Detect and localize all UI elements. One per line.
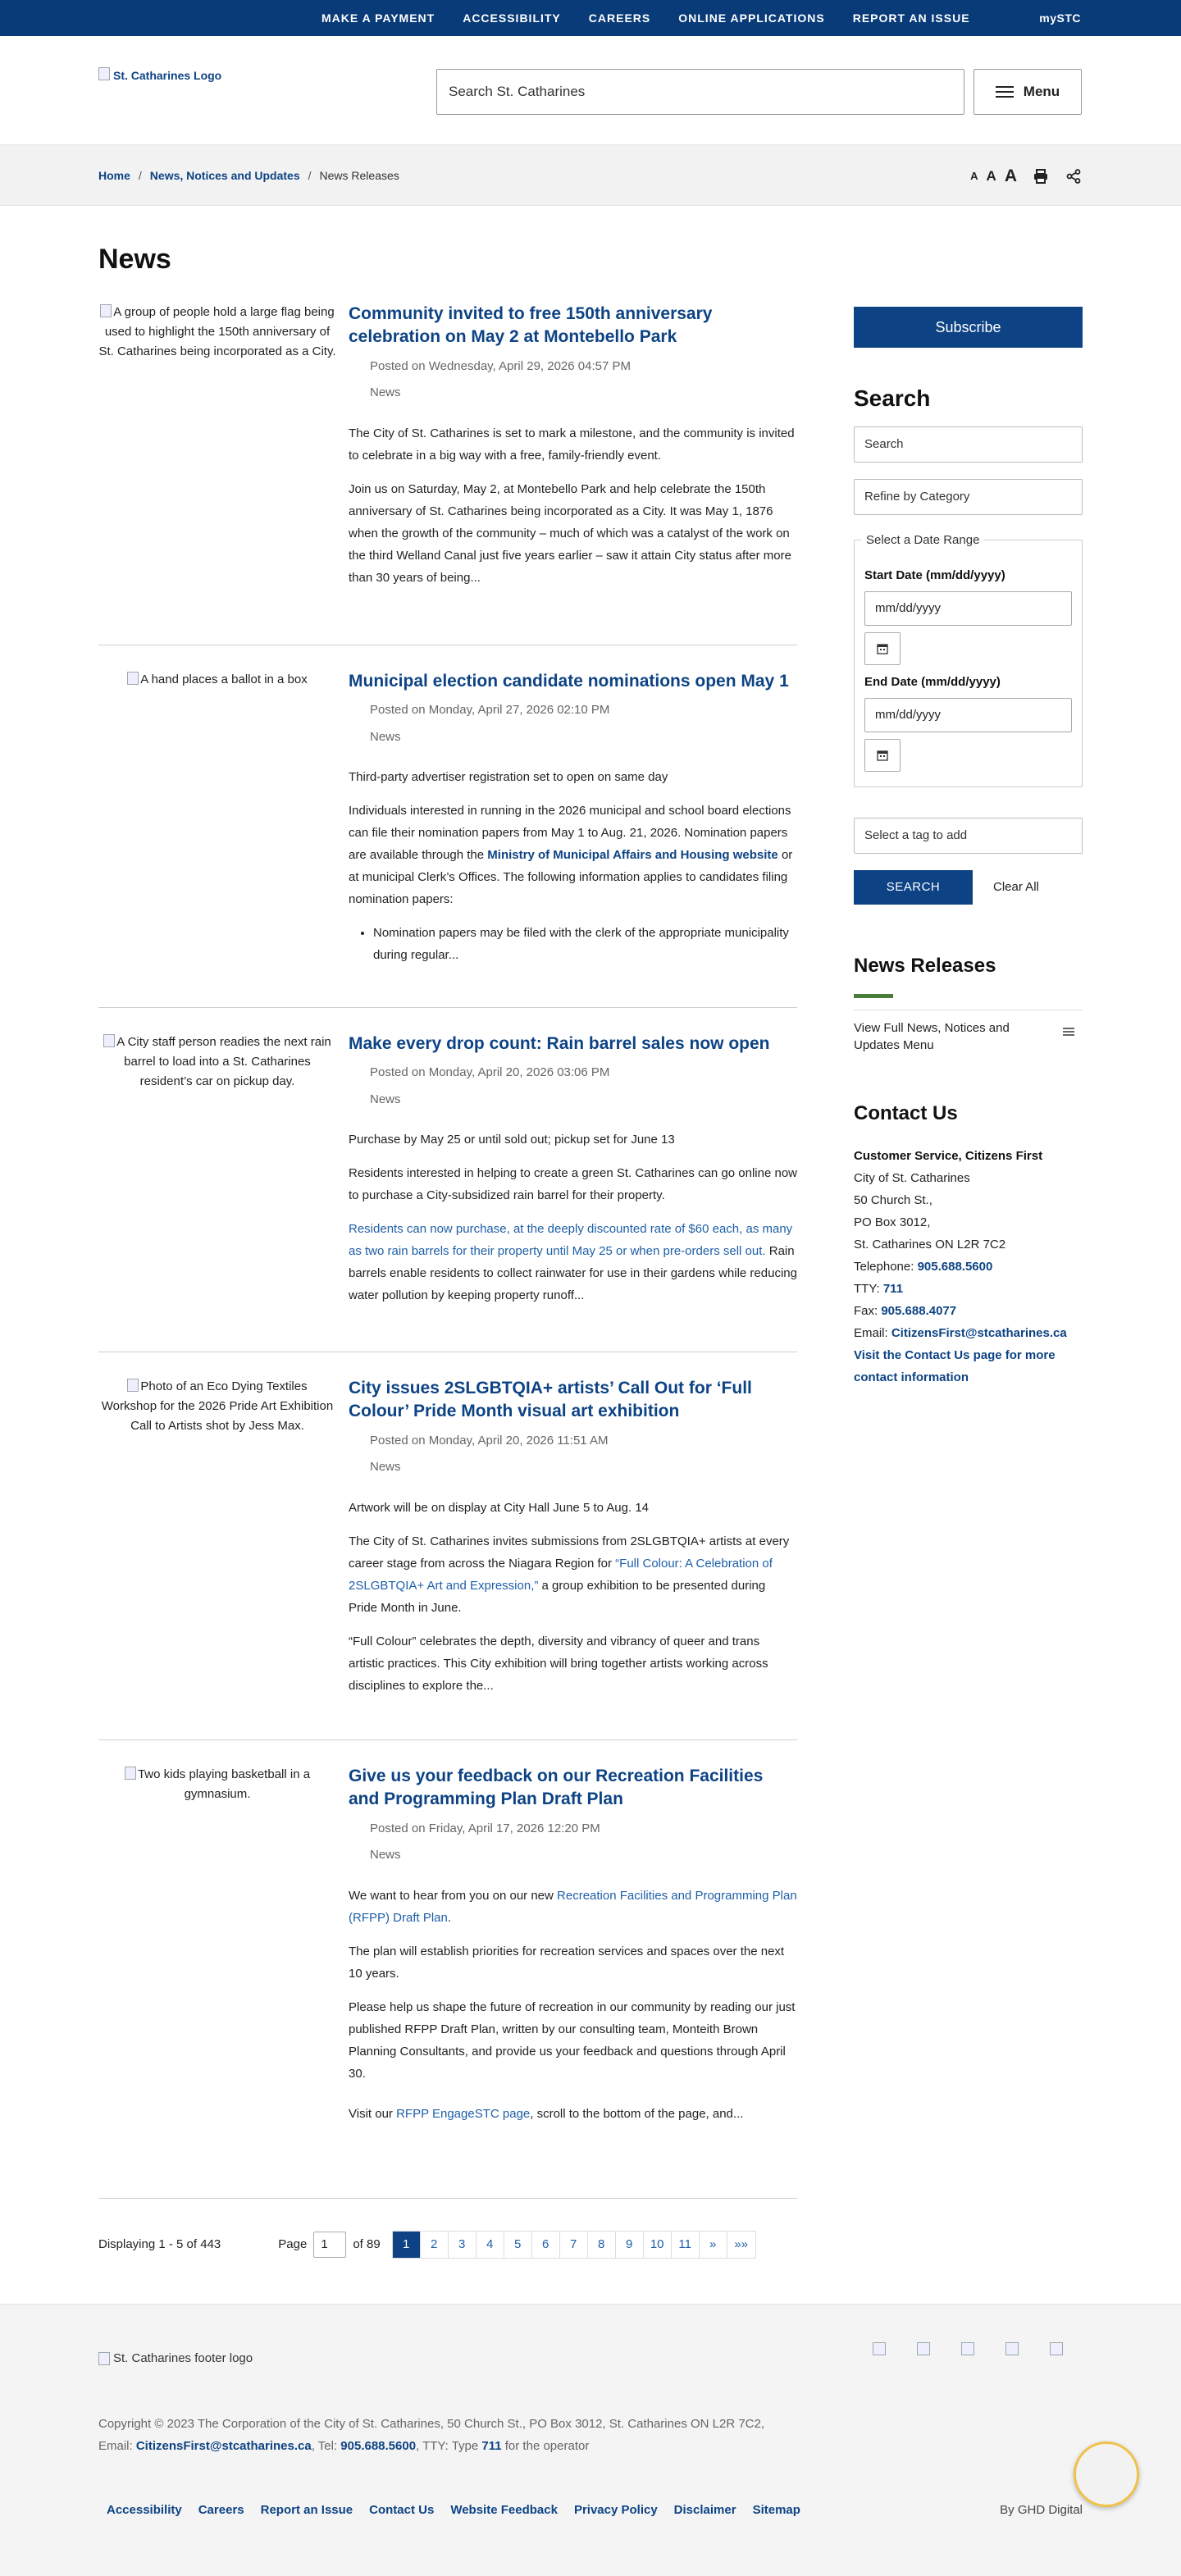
summary-text: Rain barrels enable residents to collect rainwater for use in their gardens while reducing water pollution by keeping property runoff... <box>349 1244 797 1303</box>
news-meta <box>349 1064 797 1109</box>
engagestc-link[interactable]: RFPP EngageSTC page <box>396 2106 531 2121</box>
broken-image-icon <box>98 2352 110 2365</box>
calendar-icon[interactable] <box>864 739 901 772</box>
chat-widget-button[interactable] <box>1074 2442 1139 2507</box>
utility-links <box>321 0 970 36</box>
broken-image-icon <box>103 1034 115 1047</box>
summary-paragraph <box>349 1218 797 1306</box>
footer-email-label: Email: <box>98 2439 136 2453</box>
page-link[interactable]: 10 <box>644 2232 672 2258</box>
mystc-link[interactable]: mySTC <box>1039 11 1081 25</box>
page-link[interactable]: 11 <box>672 2232 700 2258</box>
news-image[interactable] <box>98 1765 336 1804</box>
utility-bar <box>0 0 1181 36</box>
summary-paragraph <box>349 1885 797 1929</box>
divider <box>98 1739 797 1740</box>
summary-paragraph: “Full Colour” celebrates the depth, diversity and vibrancy of queer and trans artistic practices. This City exhibition will bring together artists working across disciplines to explore the... <box>349 1634 768 1693</box>
results-count: Displaying 1 - 5 of 443 <box>98 2236 221 2251</box>
end-date-label: End Date (mm/dd/yyyy) <box>864 675 1001 689</box>
rfpp-draft-link[interactable]: Recreation Facilities and Programming Plan (RFPP) Draft Plan <box>349 1888 797 1925</box>
summary-paragraph: The plan will establish priorities for recreation services and spaces over the next 10 years. <box>349 1944 785 1981</box>
tty-link[interactable]: 711 <box>882 1282 904 1296</box>
page-link[interactable]: 3 <box>449 2232 477 2258</box>
last-page-link[interactable]: »» <box>734 2236 749 2251</box>
ghd-credit[interactable]: By GHD Digital <box>1000 2503 1083 2517</box>
news-meta <box>349 701 797 746</box>
contact-address: St. Catharines ON L2R 7C2 <box>854 1238 1006 1252</box>
page-link[interactable]: 8 <box>588 2232 616 2258</box>
posted-date: Posted on Friday, April 17, 2026 12:20 PM <box>370 1821 600 1835</box>
summary-list <box>349 922 797 966</box>
list-item: • Nomination papers may be filed with the clerk of the appropriate municipality during regular... <box>373 922 797 966</box>
contact-page-link[interactable]: Visit the Contact Us page for more contact information <box>854 1348 1056 1384</box>
footer-link-report-issue[interactable]: Report an Issue <box>260 2503 353 2517</box>
posted-date: Posted on Monday, April 27, 2026 02:10 PM <box>370 703 610 718</box>
text-size-medium[interactable]: A <box>986 167 996 184</box>
full-colour-link[interactable]: “Full Colour: A Celebration of 2SLGBTQIA+ Art and Expression,” <box>349 1556 773 1593</box>
summary-paragraph: Join us on Saturday, May 2, at Montebello Park and help celebrate the 150th anniversary of St. Catharines being incorporated as a City. It was May 1, 1876 when the growth of the community – much of which was a catalyst of the work on the third Welland Canal just five years earlier – saw it attain City status after more than 30 years of being... <box>349 481 791 585</box>
page-link-current[interactable]: 1 <box>393 2232 421 2258</box>
summary-text: , scroll to the bottom of the page, and... <box>530 2106 744 2121</box>
page-link[interactable]: 9 <box>616 2232 644 2258</box>
summary-paragraph: Residents interested in helping to create a green St. Catharines can go online now to purchase a City-subsidized rain barrel for their property. <box>349 1166 798 1203</box>
broken-image-icon <box>125 1767 136 1780</box>
hamburger-icon <box>996 86 1014 98</box>
text-size-small[interactable]: A <box>970 169 978 182</box>
page-link[interactable]: 5 <box>504 2232 532 2258</box>
site-footer <box>0 2304 1181 2576</box>
contact-address: 50 Church St., <box>854 1193 932 1207</box>
fax-link[interactable]: 905.688.4077 <box>881 1304 957 1318</box>
news-category: News <box>370 385 401 400</box>
email-label: Email: <box>854 1326 891 1340</box>
contact-address: City of St. Catharines <box>854 1171 970 1185</box>
copyright-line: Copyright © 2023 The Corporation of the City of St. Catharines, 50 Church St., PO Box 3012, St. Catharines ON L2R 7C2, <box>98 2417 765 2431</box>
news-summary <box>349 1885 797 2125</box>
news-category: News <box>370 1460 401 1475</box>
page-link[interactable]: 6 <box>532 2232 560 2258</box>
email-link[interactable]: CitizensFirst@stcatharines.ca <box>891 1326 1067 1340</box>
broken-image-icon <box>127 672 139 685</box>
main-content <box>0 206 1181 2318</box>
contact-address: PO Box 3012, <box>854 1215 931 1229</box>
news-title-link[interactable]: Community invited to free 150th anniversary celebration on May 2 at Montebello Park <box>349 304 713 347</box>
search-button[interactable]: SEARCH <box>854 870 973 905</box>
social-icon[interactable] <box>917 2342 930 2355</box>
news-body <box>349 670 797 966</box>
ministry-link[interactable]: Ministry of Municipal Affairs and Housing website <box>487 848 778 863</box>
breadcrumb-current: News Releases <box>319 169 399 182</box>
text-size-large[interactable]: A <box>1004 166 1017 185</box>
summary-text: Individuals interested in running in the 2026 municipal and school board elections can file their nomination papers from May 1 to Aug. 21, 2026. Nomination papers are available through the <box>349 804 791 863</box>
summary-text: We want to hear from you on our new <box>349 1888 558 1903</box>
social-icon[interactable] <box>961 2342 974 2355</box>
rain-barrel-link[interactable]: Residents can now purchase, at the deeply discounted rate of $60 each, as many as two rain barrels for their property until May 25 or when pre-orders sell out. <box>349 1222 793 1259</box>
page-label: Page <box>278 2236 308 2251</box>
page-link[interactable]: 7 <box>560 2232 588 2258</box>
report-issue-link[interactable]: REPORT AN ISSUE <box>852 11 970 25</box>
page-jump <box>278 2232 380 2258</box>
news-menu-link[interactable] <box>854 1019 1083 1054</box>
news-category: News <box>370 1848 401 1862</box>
footer-link-privacy[interactable]: Privacy Policy <box>573 2503 658 2517</box>
copyright <box>98 2413 919 2457</box>
social-links <box>873 2342 1063 2355</box>
contact-info <box>854 1145 1083 1388</box>
footer-link-careers[interactable]: Careers <box>198 2503 244 2517</box>
breadcrumb-news-notices[interactable]: News, Notices and Updates <box>149 169 300 182</box>
breadcrumb-separator: / <box>138 169 142 182</box>
news-title-link[interactable]: Make every drop count: Rain barrel sales now open <box>349 1034 770 1053</box>
breadcrumb-bar <box>0 144 1181 206</box>
page-numbers <box>392 2231 756 2259</box>
news-title-link[interactable]: City issues 2SLGBTQIA+ artists’ Call Out for ‘Full Colour’ Pride Month visual art exhibition <box>349 1379 752 1421</box>
online-applications-link[interactable]: ONLINE APPLICATIONS <box>678 11 825 25</box>
contact-phone <box>854 1256 1083 1278</box>
news-summary <box>349 422 797 589</box>
tty-label: TTY: <box>854 1282 883 1296</box>
breadcrumb-separator: / <box>308 169 312 182</box>
contact-heading: Contact Us <box>854 1102 958 1124</box>
site-logo[interactable] <box>98 67 221 84</box>
accessibility-link[interactable]: ACCESSIBILITY <box>463 11 561 25</box>
summary-paragraph: Purchase by May 25 or until sold out; pickup set for June 13 <box>349 1133 675 1147</box>
clear-all-button[interactable]: Clear All <box>993 879 1039 894</box>
phone-label: Telephone: <box>854 1260 918 1274</box>
summary-text: or at municipal Clerk’s Offices. The following information applies to candidates filing nomination papers: <box>349 848 793 907</box>
print-icon[interactable] <box>1032 167 1050 185</box>
site-header <box>0 36 1181 144</box>
footer-links <box>107 2501 800 2520</box>
image-alt-text: A group of people hold a large flag being used to highlight the 150th anniversary of St. Catharines being incorporated as a City. <box>98 305 336 358</box>
news-releases-heading: News Releases <box>854 955 996 977</box>
summary-paragraph <box>349 1530 797 1619</box>
search-heading: Search <box>854 385 931 411</box>
news-title-link[interactable]: Give us your feedback on our Recreation Facilities and Programming Plan Draft Plan <box>349 1767 764 1809</box>
tag-select[interactable]: Select a tag to add <box>854 818 1083 854</box>
news-body <box>349 303 797 589</box>
posted-date: Posted on Wednesday, April 29, 2026 04:57 PM <box>370 358 631 373</box>
footer-logo-alt: St. Catharines footer logo <box>113 2351 253 2365</box>
image-alt-text: A City staff person readies the next rain barrel to load into a St. Catharines resident’s car on pickup day. <box>116 1035 331 1088</box>
image-alt-text: A hand places a ballot in a box <box>140 672 308 686</box>
contact-name: Customer Service, Citizens First <box>854 1149 1043 1163</box>
social-icon[interactable] <box>1005 2342 1019 2355</box>
contact-fax <box>854 1300 1083 1322</box>
next-page-link[interactable]: » <box>700 2232 727 2258</box>
news-summary <box>349 1497 797 1697</box>
page-title: News <box>98 244 171 275</box>
posted-date: Posted on Monday, April 20, 2026 03:06 PM <box>370 1065 610 1080</box>
news-title-link[interactable]: Municipal election candidate nominations open May 1 <box>349 672 789 691</box>
footer-link-feedback[interactable]: Website Feedback <box>450 2503 558 2517</box>
footer-logo[interactable] <box>98 2350 253 2369</box>
summary-text: The City of St. Catharines invites submissions from 2SLGBTQIA+ artists at every career stage from across the Niagara Region for <box>349 1534 790 1571</box>
news-category: News <box>370 1092 401 1106</box>
news-meta <box>349 358 797 403</box>
news-category: News <box>370 729 401 744</box>
broken-image-icon <box>127 1379 139 1392</box>
divider <box>98 1007 797 1008</box>
pagination <box>98 2228 797 2261</box>
date-range-legend: Select a Date Range <box>861 531 984 550</box>
news-body <box>349 1033 797 1306</box>
summary-paragraph <box>349 2103 797 2125</box>
image-alt-text: Photo of an Eco Dying Textiles Workshop for the 2026 Pride Art Exhibition Call to Artists shot by Jess Max. <box>101 1379 334 1433</box>
summary-paragraph: Please help us shape the future of recreation in our community by reading our just published RFPP Draft Plan, written by our consulting team, Monteith Brown Planning Consultants, and provide us your feedback and questions through April 30. <box>349 1999 796 2081</box>
social-icon[interactable] <box>1050 2342 1063 2355</box>
start-date-input[interactable]: mm/dd/yyyy <box>864 591 1072 626</box>
social-icon[interactable] <box>873 2342 886 2355</box>
footer-tel-label: , Tel: <box>311 2439 341 2453</box>
summary-paragraph: Artwork will be on display at City Hall June 5 to Aug. 14 <box>349 1500 650 1515</box>
footer-link-sitemap[interactable]: Sitemap <box>752 2503 800 2517</box>
site-search-input[interactable]: Search St. Catharines <box>436 69 964 115</box>
summary-text: . <box>447 1910 452 1925</box>
footer-tty-suffix: for the operator <box>501 2439 590 2453</box>
footer-contact-line <box>98 2435 919 2457</box>
broken-image-icon <box>100 304 112 317</box>
news-image[interactable] <box>98 670 336 690</box>
footer-email-link[interactable]: CitizensFirst@stcatharines.ca <box>135 2439 312 2453</box>
summary-paragraph: Third-party advertiser registration set to open on same day <box>349 770 668 785</box>
footer-tty-label: , TTY: Type <box>416 2439 482 2453</box>
careers-link[interactable]: CAREERS <box>588 11 651 25</box>
share-icon[interactable] <box>1065 167 1083 185</box>
footer-tty-link[interactable]: 711 <box>481 2439 502 2453</box>
footer-link-contact[interactable]: Contact Us <box>369 2503 435 2517</box>
page-number-input[interactable]: 1 <box>313 2232 346 2258</box>
menu-label: Menu <box>1023 84 1060 100</box>
footer-link-disclaimer[interactable]: Disclaimer <box>673 2503 736 2517</box>
menu-icon <box>1063 1028 1074 1036</box>
page-link[interactable]: 2 <box>421 2232 449 2258</box>
date-range-fieldset <box>854 533 1083 787</box>
heading-accent-bar <box>854 994 893 998</box>
footer-link-accessibility[interactable]: Accessibility <box>107 2503 182 2517</box>
summary-paragraph: The City of St. Catharines is set to mark a milestone, and the community is invited to celebrate in a big way with a free, family-friendly event. <box>349 426 795 463</box>
image-alt-text: Two kids playing basketball in a gymnasium. <box>137 1767 311 1801</box>
news-image[interactable] <box>98 1377 336 1436</box>
breadcrumb <box>98 145 399 207</box>
start-date-label: Start Date (mm/dd/yyyy) <box>864 568 1005 582</box>
make-payment-link[interactable]: MAKE A PAYMENT <box>321 11 435 25</box>
logo-alt-text: St. Catharines Logo <box>113 69 222 82</box>
contact-email <box>854 1322 1083 1344</box>
category-select[interactable]: Refine by Category <box>854 479 1083 515</box>
contact-tty <box>854 1278 1083 1300</box>
page-total: of 89 <box>353 2236 381 2251</box>
end-date-input[interactable]: mm/dd/yyyy <box>864 698 1072 732</box>
menu-button[interactable] <box>974 69 1082 115</box>
summary-paragraph <box>349 800 797 910</box>
fax-label: Fax: <box>854 1304 882 1318</box>
page-link[interactable]: 4 <box>477 2232 504 2258</box>
news-body <box>349 1377 797 1697</box>
footer-tel-link[interactable]: 905.688.5600 <box>340 2439 417 2453</box>
news-summary <box>349 1128 797 1306</box>
news-body <box>349 1765 797 2125</box>
summary-text: a group exhibition to be presented during Pride Month in June. <box>349 1578 766 1615</box>
news-image[interactable] <box>98 1033 336 1092</box>
broken-image-icon <box>98 67 110 80</box>
news-search-input[interactable]: Search <box>854 426 1083 463</box>
breadcrumb-home[interactable]: Home <box>98 169 130 182</box>
news-summary <box>349 766 797 966</box>
news-meta <box>349 1432 797 1477</box>
news-meta <box>349 1820 797 1865</box>
page-tools <box>970 145 1083 207</box>
subscribe-button[interactable]: Subscribe <box>854 307 1083 348</box>
news-image[interactable] <box>98 303 336 362</box>
calendar-icon[interactable] <box>864 632 901 665</box>
news-menu-link-label: View Full News, Notices and Updates Menu <box>854 1021 1010 1052</box>
divider <box>98 2198 797 2199</box>
posted-date: Posted on Monday, April 20, 2026 11:51 AM <box>370 1433 609 1448</box>
summary-text: Visit our <box>349 2106 397 2121</box>
phone-link[interactable]: 905.688.5600 <box>917 1260 993 1274</box>
